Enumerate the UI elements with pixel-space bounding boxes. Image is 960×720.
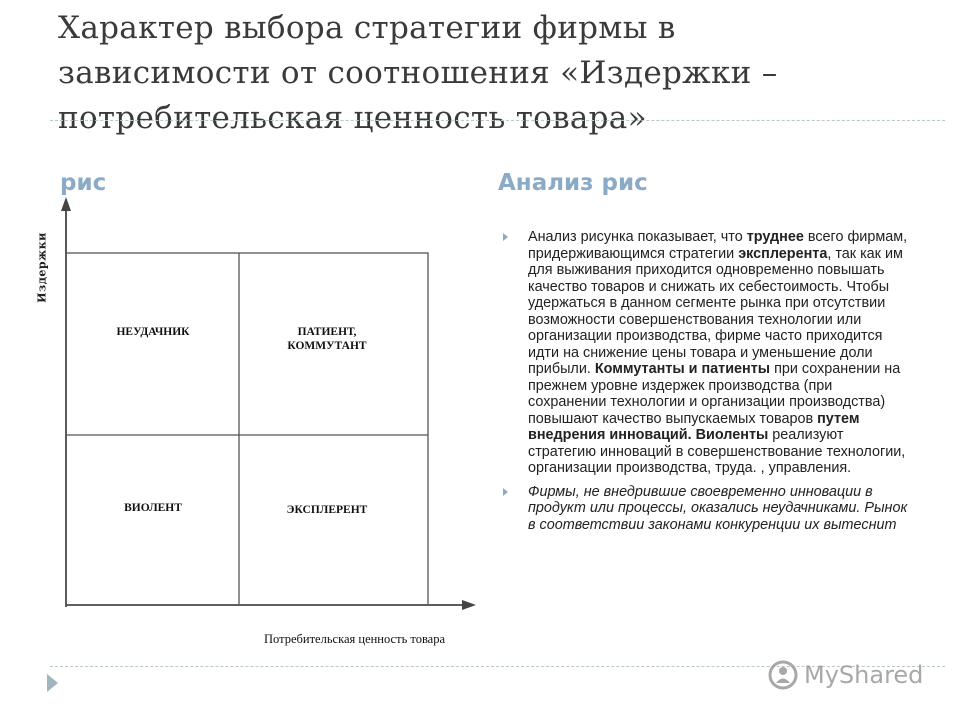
cell-bottom-right: ЭКСПЛЕРЕНТ <box>286 504 368 516</box>
cell-top-right-line-2: КОММУТАНТ <box>287 340 367 352</box>
bullet-item-2 <box>500 484 910 534</box>
y-axis-label: Издержки <box>35 232 49 303</box>
bullet-1-bold-violents: Виоленты <box>695 427 769 443</box>
x-axis-label: Потребительская ценность товара <box>264 632 446 646</box>
analysis-bullet-list <box>500 229 910 540</box>
slide-corner-triangle-icon <box>47 674 58 692</box>
watermark-person-icon <box>768 660 798 690</box>
right-column-heading: Анализ рис <box>498 170 648 196</box>
bullet-1-bold-explerent: эксплерента <box>738 245 828 262</box>
bullet-1-bold-innovations: путем внедрения инноваций. <box>528 410 860 443</box>
bullet-2-text: Фирмы, не внедрившие своевременно инновации в продукт или процессы, оказались неудачниками. Рынок в соответствии законами конкуренции их вытеснит <box>528 483 908 533</box>
cell-top-right-line-1: ПАТИЕНТ, <box>297 326 357 338</box>
y-axis-arrow <box>61 197 71 211</box>
bullet-1-text: реализуют стратегию инноваций в совершенствование технологии, организации производства, труда. , управления. <box>528 427 906 476</box>
bullet-1-bold-hardest: труднее <box>746 229 804 245</box>
title-line-1: Характер выбора стратегии фирмы в <box>58 10 676 46</box>
bullet-arrow-icon <box>503 488 508 496</box>
matrix-grid-outline <box>66 253 428 605</box>
bullet-item-1 <box>500 229 910 477</box>
strategy-matrix-figure <box>30 195 480 655</box>
title-line-2: зависимости от соотношения «Издержки – <box>58 55 778 91</box>
cell-top-right <box>242 325 412 353</box>
watermark-logo <box>768 660 923 690</box>
watermark-text: MyShared <box>804 661 924 689</box>
title-line-3: потребительская ценность товара» <box>58 100 647 136</box>
left-column-heading: рис <box>60 170 107 196</box>
bullet-1-text: всего фирмам, придерживающимся стратегии <box>528 229 908 262</box>
x-axis-arrow <box>462 600 476 610</box>
cell-top-left: НЕУДАЧНИК <box>116 326 190 338</box>
bullet-1-text: , так как им для выживания приходится одновременно повышать качество товаров и снижать их себестоимость. Чтобы удержаться в данном сегменте рынка при отсутствии возможности совершенствования технологии или организации производства, фирме часто приходится идти на снижение цены товара и уменьшение доли прибыли. <box>528 245 903 377</box>
bullet-1-text: при сохранении на прежнем уровне издержек производства (при сохранении технологии и организации производства) повышают качество выпускаемых товаров <box>528 361 901 427</box>
bullet-arrow-icon <box>503 233 508 241</box>
bullet-1-bold-commutants: Коммутанты и патиенты <box>594 361 771 377</box>
top-divider <box>50 120 945 121</box>
bullet-1-text: Анализ рисунка показывает, что <box>528 229 747 245</box>
matrix-svg <box>30 195 480 655</box>
cell-bottom-left: ВИОЛЕНТ <box>124 502 182 514</box>
